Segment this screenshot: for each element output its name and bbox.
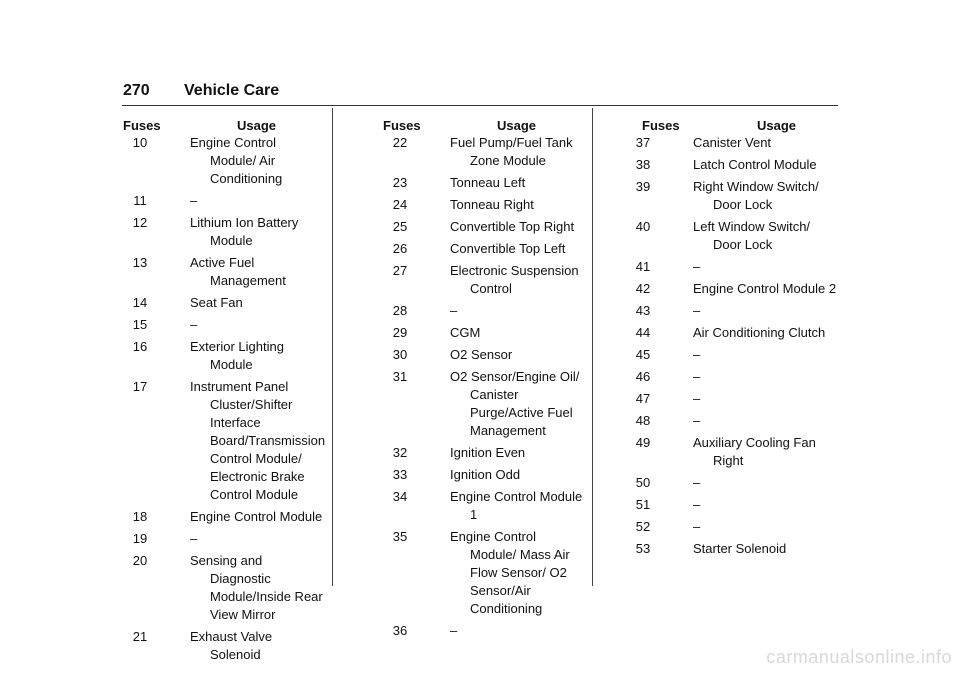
table-row (385, 134, 585, 170)
watermark: carmanualsonline.info (766, 647, 952, 667)
fuse-usage: Exhaust Valve Solenoid (190, 629, 273, 662)
fuse-usage: Ignition Even (450, 445, 526, 460)
table-row (385, 240, 585, 258)
fuse-usage: Tonneau Left (450, 175, 526, 190)
fuse-usage: Latch Control Module (693, 157, 817, 172)
table-row (628, 346, 838, 364)
table-header (385, 112, 585, 134)
fuse-usage: O2 Sensor (450, 347, 513, 362)
table-row (385, 324, 585, 342)
fuse-number: 10 (132, 135, 148, 150)
fuse-usage: – (190, 317, 198, 332)
fuse-number: 24 (392, 197, 408, 212)
fuse-number: 20 (132, 553, 148, 568)
fuse-usage: – (693, 413, 701, 428)
fuse-number: 47 (635, 391, 651, 406)
fuse-usage: – (693, 347, 701, 362)
fuse-number: 43 (635, 303, 651, 318)
column-divider (332, 108, 333, 586)
fuse-table-column-3 (628, 112, 838, 562)
fuse-number: 11 (133, 193, 147, 208)
table-row (125, 316, 325, 334)
fuse-usage: Engine Control Module/ Mass Air Flow Sensor/ O2 Sensor/Air Conditioning (450, 529, 570, 616)
table-row (628, 258, 838, 276)
table-row (125, 530, 325, 548)
fuse-number: 16 (132, 339, 148, 354)
fuse-usage: Lithium Ion Battery Module (190, 215, 299, 248)
fuse-usage: Seat Fan (190, 295, 243, 310)
table-row (628, 156, 838, 174)
fuse-number: 14 (132, 295, 148, 310)
table-row (628, 540, 838, 558)
fuse-number: 49 (635, 435, 651, 450)
table-row (385, 174, 585, 192)
fuse-usage: CGM (450, 325, 481, 340)
table-row (385, 346, 585, 364)
table-row (385, 488, 585, 524)
fuse-usage: – (693, 259, 701, 274)
table-row (125, 192, 325, 210)
fuse-usage: Auxiliary Cooling Fan Right (693, 435, 816, 468)
fuse-usage: – (693, 475, 701, 490)
fuse-number: 22 (392, 135, 408, 150)
fuse-usage: Convertible Top Left (450, 241, 566, 256)
fuse-number: 37 (635, 135, 651, 150)
table-row (628, 412, 838, 430)
fuse-number: 41 (635, 259, 651, 274)
fuse-usage: – (693, 519, 701, 534)
fuse-usage: – (190, 193, 198, 208)
fuse-number: 35 (392, 529, 408, 544)
usage-header: Usage (237, 118, 277, 133)
fuse-number: 29 (392, 325, 408, 340)
table-row (628, 280, 838, 298)
fuse-number: 48 (635, 413, 651, 428)
fuse-usage: Engine Control Module 2 (693, 281, 837, 296)
table-row (125, 294, 325, 312)
table-row (125, 552, 325, 624)
table-row (628, 134, 838, 152)
fuse-usage: – (693, 391, 701, 406)
fuse-number: 17 (132, 379, 148, 394)
fuse-usage: Fuel Pump/Fuel Tank Zone Module (450, 135, 573, 168)
fuse-number: 42 (635, 281, 651, 296)
fuse-usage: Sensing and Diagnostic Module/Inside Rear View Mirror (190, 553, 323, 622)
table-row (385, 302, 585, 320)
fuse-usage: Right Window Switch/ Door Lock (693, 179, 819, 212)
fuse-usage: Electronic Suspension Control (450, 263, 579, 296)
fuse-number: 18 (132, 509, 148, 524)
table-row (628, 518, 838, 536)
fuse-number: 45 (635, 347, 651, 362)
table-row (125, 254, 325, 290)
fuses-header: Fuses (383, 118, 421, 133)
fuse-usage: – (450, 623, 458, 638)
fuse-number: 23 (392, 175, 408, 190)
table-row (628, 302, 838, 320)
fuse-usage: Starter Solenoid (693, 541, 787, 556)
fuse-number: 30 (392, 347, 408, 362)
table-row (628, 218, 838, 254)
fuse-usage: – (693, 303, 701, 318)
fuses-header: Fuses (642, 118, 680, 133)
fuse-usage: Active Fuel Management (190, 255, 286, 288)
fuse-number: 32 (392, 445, 408, 460)
fuse-usage: Tonneau Right (450, 197, 534, 212)
fuse-usage: Air Conditioning Clutch (693, 325, 826, 340)
fuse-usage: O2 Sensor/Engine Oil/ Canister Purge/Active Fuel Management (450, 369, 580, 438)
table-row (385, 218, 585, 236)
fuse-table-column-1 (125, 112, 325, 668)
fuses-header: Fuses (123, 118, 161, 133)
table-row (385, 368, 585, 440)
table-row (125, 508, 325, 526)
fuse-usage: – (190, 531, 198, 546)
fuse-number: 27 (392, 263, 408, 278)
column-divider (592, 108, 593, 586)
fuse-number: 52 (635, 519, 651, 534)
fuse-usage: Instrument Panel Cluster/Shifter Interface Board/Transmission Control Module/ Electronic Brake Control Module (190, 379, 326, 502)
fuse-usage: – (450, 303, 458, 318)
fuse-number: 19 (132, 531, 148, 546)
fuse-usage: Canister Vent (693, 135, 772, 150)
fuse-number: 33 (392, 467, 408, 482)
fuse-number: 13 (132, 255, 148, 270)
fuse-usage: Engine Control Module (190, 509, 323, 524)
table-row (385, 444, 585, 462)
table-row (125, 214, 325, 250)
table-header (628, 112, 838, 134)
fuse-number: 26 (392, 241, 408, 256)
fuse-number: 40 (635, 219, 651, 234)
table-row (628, 474, 838, 492)
fuse-number: 46 (635, 369, 651, 384)
fuse-number: 25 (392, 219, 408, 234)
fuse-usage: Ignition Odd (450, 467, 521, 482)
table-row (385, 466, 585, 484)
fuse-number: 21 (132, 629, 148, 644)
table-row (125, 628, 325, 664)
fuse-usage: Engine Control Module/ Air Conditioning (190, 135, 283, 186)
table-row (125, 338, 325, 374)
section-title: Vehicle Care (184, 82, 280, 99)
usage-header: Usage (757, 118, 797, 133)
fuse-number: 12 (132, 215, 148, 230)
page-number: 270 (123, 82, 150, 99)
usage-header: Usage (497, 118, 537, 133)
fuse-usage: Left Window Switch/ Door Lock (693, 219, 811, 252)
fuse-usage: Exterior Lighting Module (190, 339, 284, 372)
table-row (125, 134, 325, 188)
table-row (385, 622, 585, 640)
fuse-number: 28 (392, 303, 408, 318)
fuse-usage: – (693, 497, 701, 512)
table-row (125, 378, 325, 504)
table-row (628, 496, 838, 514)
fuse-number: 53 (635, 541, 651, 556)
fuse-number: 50 (635, 475, 651, 490)
table-header (125, 112, 325, 134)
fuse-number: 34 (392, 489, 408, 504)
table-row (628, 434, 838, 470)
fuse-number: 51 (635, 497, 651, 512)
table-row (628, 324, 838, 342)
table-row (628, 178, 838, 214)
fuse-number: 36 (392, 623, 408, 638)
fuse-usage: Engine Control Module 1 (450, 489, 583, 522)
table-row (385, 196, 585, 214)
page-header (122, 80, 838, 106)
fuse-number: 15 (132, 317, 148, 332)
fuse-number: 44 (635, 325, 651, 340)
fuse-number: 38 (635, 157, 651, 172)
fuse-number: 39 (635, 179, 651, 194)
fuse-usage: – (693, 369, 701, 384)
table-row (385, 528, 585, 618)
table-row (628, 368, 838, 386)
table-row (628, 390, 838, 408)
fuse-number: 31 (392, 369, 408, 384)
fuse-usage: Convertible Top Right (450, 219, 575, 234)
fuse-table-column-2 (385, 112, 585, 644)
table-row (385, 262, 585, 298)
